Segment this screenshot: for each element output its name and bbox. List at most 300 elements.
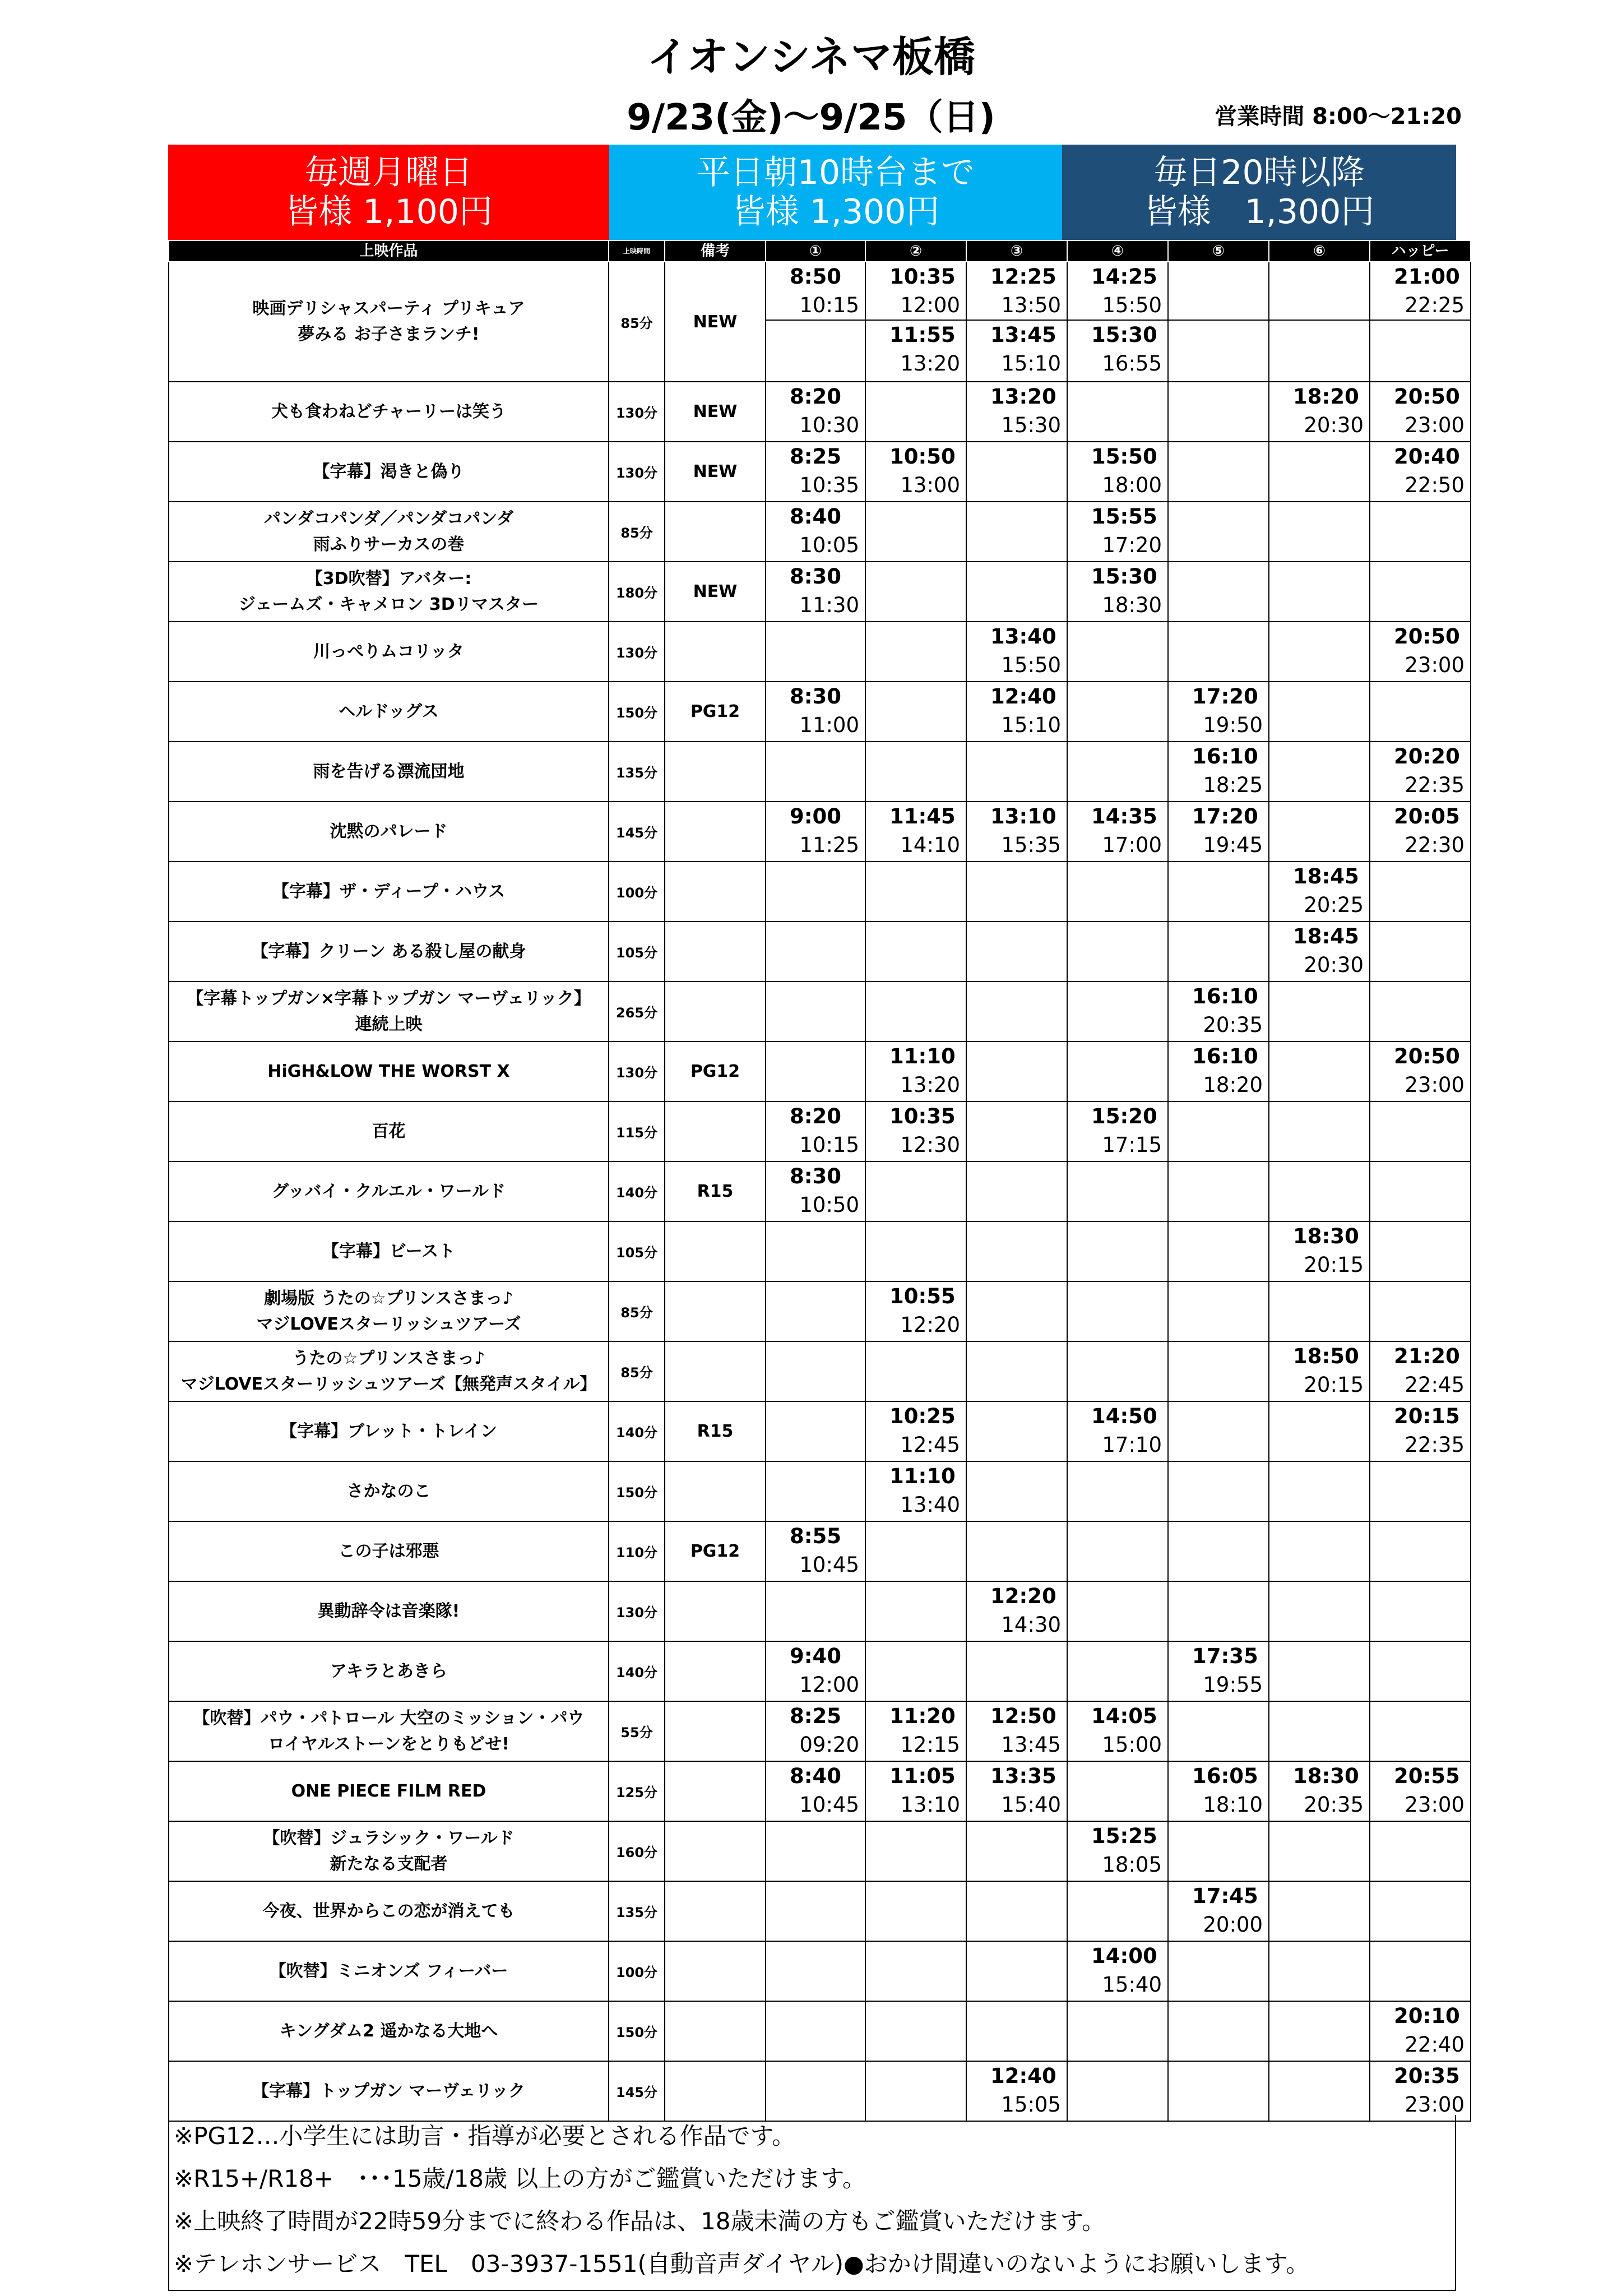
showtime-cell — [1168, 1401, 1269, 1461]
table-row — [169, 382, 1471, 442]
showtime[interactable] — [1370, 802, 1470, 861]
showtime-cell — [766, 2001, 865, 2061]
runtime: 110分 — [609, 1521, 665, 1581]
showtime[interactable] — [1370, 2002, 1470, 2061]
end-time: 20:15 — [1304, 1373, 1364, 1397]
banner-weekday-morning — [609, 145, 1062, 240]
showtime-cell — [1168, 1581, 1269, 1641]
showtime-cell — [1370, 1701, 1471, 1761]
start-time: 13:35 — [990, 1764, 1056, 1788]
showtime[interactable] — [866, 1102, 966, 1161]
showtime[interactable] — [866, 1762, 966, 1821]
showtime-cell — [1168, 262, 1269, 382]
start-time: 20:15 — [1394, 1404, 1460, 1428]
showtime-cell — [766, 682, 865, 742]
showtime-cell — [1269, 1521, 1370, 1581]
end-time: 15:40 — [1102, 1973, 1162, 1997]
end-time: 10:30 — [799, 413, 859, 437]
showtime[interactable] — [967, 1702, 1067, 1761]
note-badge: R15 — [665, 1401, 766, 1461]
showtime[interactable] — [766, 262, 865, 320]
note-badge — [665, 1701, 766, 1761]
movie-title-line: 映画デリシャスパーティ プリキュア — [252, 299, 525, 318]
start-time: 14:35 — [1091, 804, 1157, 828]
showtime[interactable] — [1370, 1402, 1470, 1461]
runtime: 140分 — [609, 1401, 665, 1461]
showtime-cell — [1067, 1701, 1168, 1761]
showtime[interactable] — [1169, 1762, 1268, 1821]
end-time: 15:50 — [1102, 293, 1162, 317]
end-time: 22:35 — [1405, 773, 1465, 797]
showtime-cell — [1370, 682, 1471, 742]
table-row — [169, 982, 1471, 1041]
column-header-row — [169, 240, 1471, 262]
showtime-cell — [865, 682, 966, 742]
showtime[interactable] — [1169, 682, 1268, 741]
showtime-cell — [1370, 1581, 1471, 1641]
end-time: 10:15 — [799, 1133, 859, 1157]
showtime-cell — [966, 1161, 1067, 1221]
showtime-cell — [766, 1341, 865, 1401]
showtime[interactable] — [766, 1102, 865, 1161]
showtime[interactable] — [1068, 562, 1167, 621]
showtime-cell — [1067, 2061, 1168, 2121]
start-time: 16:10 — [1192, 744, 1258, 769]
showtime[interactable] — [1068, 502, 1167, 561]
showtime[interactable] — [766, 502, 865, 561]
end-time: 15:10 — [1001, 351, 1061, 376]
showtime[interactable] — [866, 320, 966, 378]
showtime[interactable] — [1370, 1762, 1470, 1821]
showtime[interactable] — [866, 262, 966, 320]
showtime[interactable] — [766, 1642, 865, 1701]
showtime-cell — [1168, 2061, 1269, 2121]
showtime[interactable] — [967, 682, 1067, 741]
showtime[interactable] — [766, 382, 865, 441]
showtime[interactable] — [1169, 1042, 1268, 1101]
table-row — [169, 262, 1471, 382]
showtime-cell — [1168, 1521, 1269, 1581]
col-slot-3: ③ — [966, 240, 1067, 262]
start-time: 13:20 — [990, 385, 1056, 409]
showtime-cell — [1269, 562, 1370, 622]
showtime[interactable] — [766, 320, 865, 378]
start-time: 8:40 — [790, 1764, 842, 1788]
showtime[interactable] — [1068, 442, 1167, 501]
col-slot-2: ② — [865, 240, 966, 262]
showtime-cell — [1370, 862, 1471, 922]
showtime-cell — [1067, 382, 1168, 442]
showtime[interactable] — [766, 1702, 865, 1761]
start-time: 14:00 — [1091, 1944, 1157, 1968]
showtime-cell — [1168, 1161, 1269, 1221]
showtime-cell — [1269, 1761, 1370, 1821]
showtime-cell — [865, 1701, 966, 1761]
showtime-cell — [766, 862, 865, 922]
runtime: 115分 — [609, 1101, 665, 1161]
end-time: 23:00 — [1405, 653, 1465, 677]
banner-morning-line2: 皆様 1,300円 — [731, 192, 940, 232]
start-time: 8:55 — [790, 1524, 842, 1548]
showtime[interactable] — [1169, 1642, 1268, 1701]
showtime-cell — [1269, 1881, 1370, 1941]
start-time: 17:20 — [1192, 804, 1258, 828]
showtime-cell — [865, 1521, 966, 1581]
start-time: 20:05 — [1394, 804, 1460, 828]
showtime-cell — [1067, 1461, 1168, 1521]
showtime[interactable] — [866, 1282, 966, 1341]
end-time: 13:50 — [1001, 293, 1061, 317]
end-time: 22:30 — [1405, 833, 1465, 857]
table-row — [169, 622, 1471, 682]
start-time: 20:50 — [1394, 385, 1460, 409]
end-time: 22:45 — [1405, 1373, 1465, 1397]
showtime[interactable] — [766, 1522, 865, 1581]
showtime-cell — [1269, 1281, 1370, 1341]
showtime-cell — [1269, 802, 1370, 862]
runtime: 150分 — [609, 1461, 665, 1521]
showtime-cell — [865, 922, 966, 982]
showtime-cell — [766, 1641, 865, 1701]
showtime-cell — [1269, 1581, 1370, 1641]
table-row — [169, 1401, 1471, 1461]
end-time: 13:20 — [900, 351, 960, 376]
note-r15: ※R15+/R18+ ･･･15歳/18歳 以上の方がご鑑賞いただけます。 — [174, 2165, 866, 2192]
table-row — [169, 1041, 1471, 1101]
movie-title — [169, 502, 609, 562]
showtime-cell — [1168, 1641, 1269, 1701]
start-time: 9:00 — [790, 804, 842, 828]
showtime[interactable] — [1370, 262, 1470, 320]
movie-title-line: 【字幕】ブレット・トレイン — [280, 1421, 497, 1441]
showtime[interactable] — [967, 320, 1067, 378]
showtime[interactable] — [1068, 1102, 1167, 1161]
showtime[interactable] — [766, 1162, 865, 1221]
showtime[interactable] — [866, 442, 966, 501]
showtime-cell — [966, 1041, 1067, 1101]
note-badge — [665, 802, 766, 862]
date-range: 9/23(金)〜9/25（日) — [627, 97, 995, 138]
end-time: 20:35 — [1304, 1793, 1364, 1817]
showtime-cell — [1370, 2061, 1471, 2121]
movie-title-line: 新たなる支配者 — [330, 1854, 448, 1874]
showtime-cell — [966, 1461, 1067, 1521]
showtime-cell — [766, 1221, 865, 1281]
table-row — [169, 802, 1471, 862]
showtime[interactable] — [1370, 382, 1470, 441]
showtime[interactable] — [967, 262, 1067, 320]
showtime-cell — [1067, 502, 1168, 562]
showtime[interactable] — [1370, 742, 1470, 801]
start-time: 12:40 — [990, 684, 1056, 709]
showtime-cell — [766, 1281, 865, 1341]
showtime-cell — [966, 802, 1067, 862]
showtime[interactable] — [1269, 1762, 1369, 1821]
showtime-cell — [1067, 562, 1168, 622]
banner-late-line1: 毎日20時以降 — [1153, 153, 1365, 192]
showtime[interactable] — [967, 2062, 1067, 2121]
table-row — [169, 1581, 1471, 1641]
showtime[interactable] — [1370, 320, 1470, 378]
showtime[interactable] — [1169, 742, 1268, 801]
showtime[interactable] — [766, 442, 865, 501]
showtime[interactable] — [1068, 1702, 1167, 1761]
showtime-cell — [1067, 1821, 1168, 1881]
end-time: 11:00 — [799, 713, 859, 737]
showtime-cell — [766, 1161, 865, 1221]
showtime[interactable] — [866, 1462, 966, 1521]
start-time: 18:45 — [1293, 924, 1359, 948]
movie-title — [169, 1941, 609, 2001]
showtime[interactable] — [1370, 442, 1470, 501]
showtime-cell — [1269, 1641, 1370, 1701]
showtime[interactable] — [1169, 262, 1268, 320]
movie-title — [169, 1281, 609, 1341]
table-row — [169, 682, 1471, 742]
runtime: 160分 — [609, 1821, 665, 1881]
showtime[interactable] — [1169, 802, 1268, 861]
notes-box — [168, 2115, 1456, 2291]
end-time: 09:20 — [799, 1733, 859, 1757]
showtime-cell — [766, 1821, 865, 1881]
showtime[interactable] — [866, 1042, 966, 1101]
showtime-cell — [1168, 2001, 1269, 2061]
showtime-cell — [966, 1221, 1067, 1281]
showtime-cell — [1168, 1281, 1269, 1341]
end-time: 16:55 — [1102, 351, 1162, 376]
start-time: 8:30 — [790, 564, 842, 589]
movie-title-line: 【字幕トップガン×字幕トップガン マーヴェリック】 — [187, 988, 591, 1008]
runtime: 100分 — [609, 1941, 665, 2001]
showtime[interactable] — [967, 1762, 1067, 1821]
showtime-cell — [1067, 982, 1168, 1041]
movie-title — [169, 1101, 609, 1161]
showtime-cell — [766, 562, 865, 622]
showtime-cell — [865, 1761, 966, 1821]
runtime: 150分 — [609, 2001, 665, 2061]
end-time: 13:00 — [900, 473, 960, 497]
showtime[interactable] — [866, 802, 966, 861]
showtime-cell — [966, 442, 1067, 502]
showtime-cell — [1067, 1881, 1168, 1941]
movie-title — [169, 622, 609, 682]
showtime[interactable] — [766, 562, 865, 621]
movie-title-line: 雨を告げる漂流団地 — [313, 761, 465, 781]
note-badge — [665, 1101, 766, 1161]
showtime[interactable] — [1269, 262, 1369, 320]
showtime[interactable] — [1068, 320, 1167, 378]
showtime[interactable] — [1370, 1342, 1470, 1401]
showtime-cell — [1168, 382, 1269, 442]
showtime[interactable] — [967, 1582, 1067, 1641]
showtime-cell — [865, 622, 966, 682]
showtime-cell — [865, 442, 966, 502]
showtime-cell — [1067, 802, 1168, 862]
showtime-cell — [1370, 1041, 1471, 1101]
start-time: 13:45 — [990, 323, 1056, 347]
showtime-cell — [1269, 922, 1370, 982]
banner-monday-line2: 皆様 1,100円 — [285, 192, 493, 232]
showtime[interactable] — [866, 1702, 966, 1761]
table-row — [169, 1641, 1471, 1701]
end-time: 12:00 — [799, 1673, 859, 1697]
showtime-cell — [1168, 1761, 1269, 1821]
table-row — [169, 862, 1471, 922]
showtime-cell — [865, 562, 966, 622]
showtime[interactable] — [967, 622, 1067, 681]
showtime-cell — [1269, 502, 1370, 562]
table-row — [169, 1761, 1471, 1821]
showtime[interactable] — [1169, 982, 1268, 1041]
showtime[interactable] — [766, 682, 865, 741]
showtime[interactable] — [1269, 922, 1369, 981]
start-time: 8:20 — [790, 1104, 842, 1128]
start-time: 12:50 — [990, 1704, 1056, 1728]
movie-title-line: 沈黙のパレード — [330, 821, 448, 841]
showtime[interactable] — [1269, 382, 1369, 441]
showtime[interactable] — [1370, 622, 1470, 681]
end-time: 22:25 — [1405, 293, 1465, 317]
showtime[interactable] — [1269, 862, 1369, 921]
showtime-cell — [766, 1401, 865, 1461]
showtime-cell — [1067, 1401, 1168, 1461]
movie-title — [169, 1341, 609, 1401]
showtime[interactable] — [1370, 2062, 1470, 2121]
showtime-cell — [1067, 862, 1168, 922]
showtime-cell — [1269, 862, 1370, 922]
start-time: 16:05 — [1192, 1764, 1258, 1788]
runtime: 265分 — [609, 982, 665, 1041]
showtime[interactable] — [1068, 262, 1167, 320]
note-badge — [665, 622, 766, 682]
showtime[interactable] — [766, 802, 865, 861]
runtime: 130分 — [609, 442, 665, 502]
showtime[interactable] — [766, 1762, 865, 1821]
end-time: 13:45 — [1001, 1733, 1061, 1757]
showtime-cell — [1168, 742, 1269, 802]
end-time: 11:25 — [799, 833, 859, 857]
showtime-cell — [966, 682, 1067, 742]
showtime-cell — [1370, 622, 1471, 682]
showtime-cell — [1269, 382, 1370, 442]
showtime-cell — [1067, 442, 1168, 502]
showtime-cell — [966, 1101, 1067, 1161]
note-end-time: ※上映終了時間が22時59分までに終わる作品は、18歳未満の方もご鑑賞いただけます。 — [174, 2207, 1106, 2235]
showtime[interactable] — [1370, 1042, 1470, 1101]
showtime-cell — [766, 982, 865, 1041]
end-time: 18:20 — [1203, 1073, 1263, 1097]
start-time: 15:30 — [1091, 323, 1157, 347]
showtime-cell — [766, 1521, 865, 1581]
showtime[interactable] — [1068, 1402, 1167, 1461]
showtime[interactable] — [1169, 1882, 1268, 1941]
end-time: 10:15 — [799, 293, 859, 317]
movie-title-line: この子は邪悪 — [338, 1541, 439, 1561]
start-time: 20:50 — [1394, 624, 1460, 649]
showtime[interactable] — [1068, 1942, 1167, 2001]
movie-title-line: さかなのこ — [346, 1481, 431, 1501]
movie-title-line: ロイヤルストーンをとりもどせ! — [268, 1734, 509, 1754]
banner-monday — [168, 145, 609, 240]
movie-title — [169, 862, 609, 922]
start-time: 10:25 — [889, 1404, 956, 1428]
start-time: 15:55 — [1091, 504, 1157, 529]
movie-title-line: 犬も食わねどチャーリーは笑う — [271, 401, 507, 422]
showtime-cell — [966, 502, 1067, 562]
note-badge — [665, 922, 766, 982]
movie-title — [169, 922, 609, 982]
start-time — [1370, 321, 1470, 350]
movie-title — [169, 1041, 609, 1101]
showtime-cell — [1269, 2061, 1370, 2121]
end-time: 22:40 — [1405, 2033, 1465, 2057]
end-time: 18:00 — [1102, 473, 1162, 497]
table-row — [169, 1701, 1471, 1761]
movie-title-line: マジLOVEスターリッシュツアーズ — [256, 1314, 521, 1334]
start-time: 20:50 — [1394, 1044, 1460, 1068]
end-time: 12:00 — [900, 293, 960, 317]
runtime: 105分 — [609, 922, 665, 982]
col-runtime: 上映時間 — [609, 240, 665, 262]
col-slot-1: ① — [766, 240, 865, 262]
showtime[interactable] — [1068, 802, 1167, 861]
movie-title-line: マジLOVEスターリッシュツアーズ【無発声スタイル】 — [180, 1374, 597, 1394]
showtime-cell — [966, 1341, 1067, 1401]
showtime-cell — [966, 1701, 1067, 1761]
showtime-cell — [865, 1821, 966, 1881]
movie-title-line: パンダコパンダ／パンダコパンダ — [263, 508, 514, 529]
showtime[interactable] — [1169, 320, 1268, 378]
runtime: 85分 — [609, 1341, 665, 1401]
end-time: 18:10 — [1203, 1793, 1263, 1817]
start-time: 20:20 — [1394, 744, 1460, 769]
end-time: 23:00 — [1405, 413, 1465, 437]
showtime[interactable] — [1269, 1222, 1369, 1281]
runtime: 135分 — [609, 742, 665, 802]
runtime: 55分 — [609, 1701, 665, 1761]
start-time: 16:10 — [1192, 1044, 1258, 1068]
showtime-cell — [766, 1941, 865, 2001]
start-time: 14:05 — [1091, 1704, 1157, 1728]
end-time — [1269, 291, 1369, 320]
showtime[interactable] — [1269, 320, 1369, 378]
showtime[interactable] — [967, 382, 1067, 441]
banner-monday-line1: 毎週月曜日 — [304, 153, 473, 192]
showtime-cell — [865, 862, 966, 922]
showtime-cell — [1067, 2001, 1168, 2061]
start-time: 21:00 — [1394, 265, 1460, 289]
showtime[interactable] — [866, 1402, 966, 1461]
showtime[interactable] — [967, 802, 1067, 861]
end-time: 19:45 — [1203, 833, 1263, 857]
movie-title-line: HiGH&LOW THE WORST X — [267, 1061, 510, 1081]
note-pg12: ※PG12…小学生には助言・指導が必要とされる作品です。 — [174, 2122, 796, 2150]
runtime: 85分 — [609, 502, 665, 562]
showtime[interactable] — [1269, 1342, 1369, 1401]
end-time: 13:20 — [900, 1073, 960, 1097]
showtime[interactable] — [1068, 1822, 1167, 1881]
note-badge — [665, 862, 766, 922]
cinema-title: イオンシネマ板橋 — [647, 33, 975, 81]
start-time: 11:10 — [889, 1464, 956, 1488]
showtime-cell — [766, 1101, 865, 1161]
start-time: 16:10 — [1192, 984, 1258, 1008]
showtime-cell — [1067, 262, 1168, 382]
end-time: 10:05 — [799, 533, 859, 557]
showtime-cell — [966, 562, 1067, 622]
movie-title — [169, 1581, 609, 1641]
movie-title — [169, 442, 609, 502]
